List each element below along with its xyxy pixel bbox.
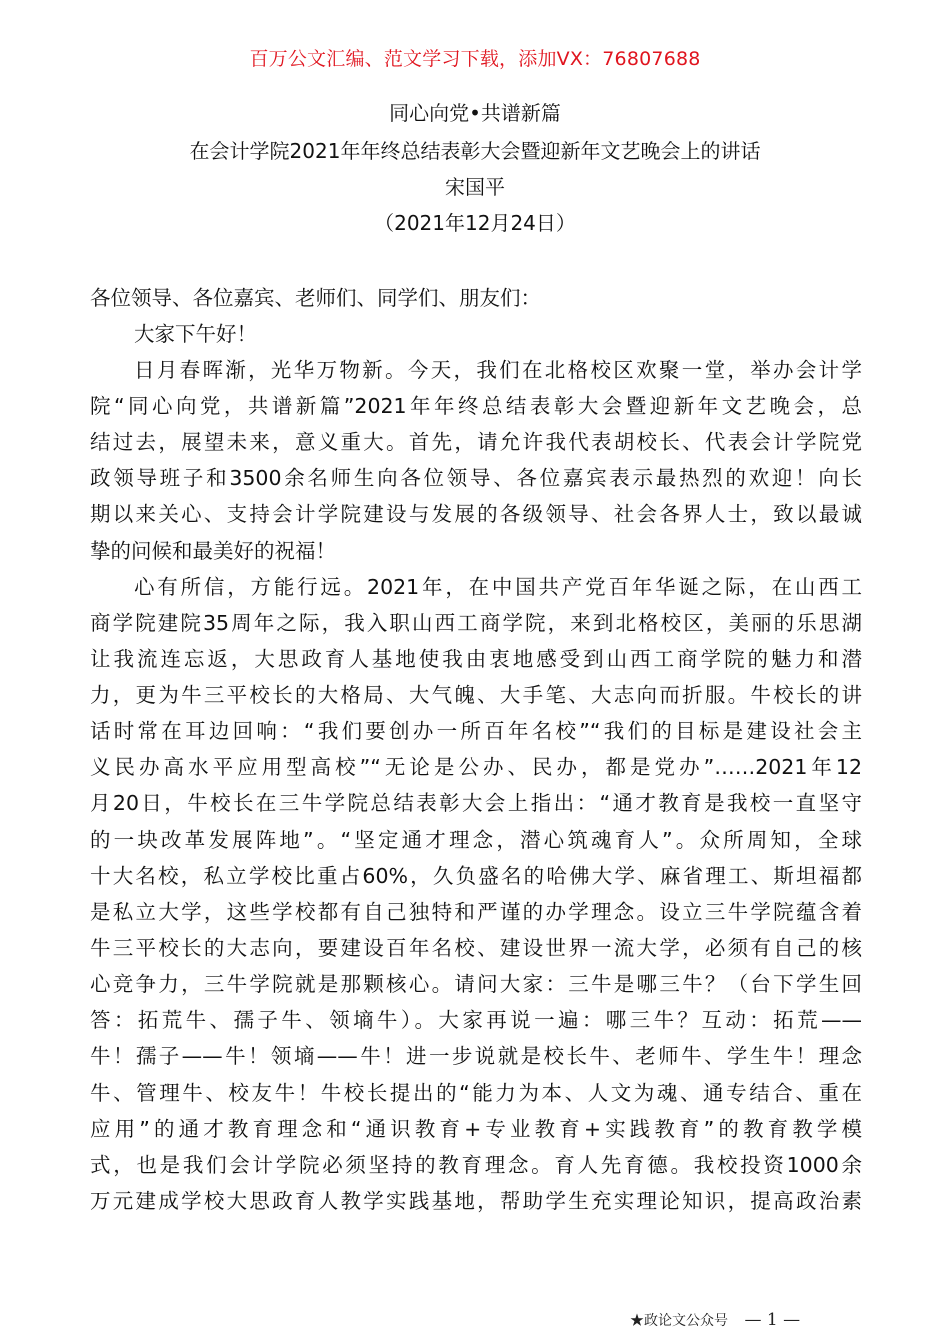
- paragraph-line: 牛、管理牛、校友牛！牛校长提出的“能力为本、人文为魂、通专结合、重在: [90, 1081, 862, 1105]
- paragraph-line: 政领导班子和3500余名师生向各位领导、各位嘉宾表示最热烈的欢迎！向长: [90, 466, 862, 490]
- paragraph-line: 式，也是我们会计学院必须坚持的教育理念。育人先育德。我校投资1000余: [90, 1153, 862, 1177]
- paragraph-line: 十大名校，私立学校比重占60%，久负盛名的哈佛大学、麻省理工、斯坦福都: [90, 864, 862, 888]
- paragraph-line: 期以来关心、支持会计学院建设与发展的各级领导、社会各界人士，致以最诚: [90, 502, 862, 526]
- paragraph-line: 答：拓荒牛、孺子牛、领墒牛）。大家再说一遍：哪三牛？互动：拓荒——: [90, 1008, 862, 1032]
- paragraph-line: 月20日，牛校长在三牛学院总结表彰大会上指出：“通才教育是我校一直坚守: [90, 791, 862, 815]
- page-number: — 1 —: [744, 1310, 801, 1330]
- greeting: 大家下午好！: [134, 322, 257, 346]
- paragraph-line: 院“同心向党，共谱新篇”2021年年终总结表彰大会暨迎新年文艺晚会，总: [90, 394, 862, 418]
- document-date: （2021年12月24日）: [374, 211, 576, 235]
- paragraph-line: 义民办高水平应用型高校”“无论是公办、民办，都是党办”……2021年12: [90, 755, 862, 779]
- paragraph-line: 心竞争力，三牛学院就是那颗核心。请问大家：三牛是哪三牛？（台下学生回: [90, 972, 862, 996]
- paragraph-line: 是私立大学，这些学校都有自己独特和严谨的办学理念。设立三牛学院蕴含着: [90, 900, 862, 924]
- document-subtitle: 在会计学院2021年年终总结表彰大会暨迎新年文艺晚会上的讲话: [189, 139, 761, 163]
- document-author: 宋国平: [445, 175, 505, 199]
- paragraph-line: 日月春晖渐，光华万物新。今天，我们在北格校区欢聚一堂，举办会计学: [134, 358, 862, 382]
- paragraph-line: 牛三平校长的大志向，要建设百年名校、建设世界一流大学，必须有自己的核: [90, 936, 862, 960]
- paragraph-line: 万元建成学校大思政育人教学实践基地，帮助学生充实理论知识，提高政治素: [90, 1189, 862, 1213]
- footer-source: ★政论文公众号: [630, 1313, 728, 1329]
- paragraph-line: 挚的问候和最美好的祝福！: [90, 539, 336, 563]
- paragraph-line: 商学院建院35周年之际，我入职山西工商学院，来到北格校区，美丽的乐思湖: [90, 611, 862, 635]
- salutation: 各位领导、各位嘉宾、老师们、同学们、朋友们：: [90, 286, 541, 310]
- paragraph-line: 力，更为牛三平校长的大格局、大气魄、大手笔、大志向而折服。牛校长的讲: [90, 683, 862, 707]
- paragraph-line: 结过去，展望未来，意义重大。首先，请允许我代表胡校长、代表会计学院党: [90, 430, 862, 454]
- paragraph-line: 话时常在耳边回响：“我们要创办一所百年名校”“我们的目标是建设社会主: [90, 719, 862, 743]
- paragraph-line: 应用”的通才教育理念和“通识教育+专业教育+实践教育”的教育教学模: [90, 1117, 862, 1141]
- document-title: 同心向党•共谱新篇: [389, 101, 561, 125]
- paragraph-line: 心有所信，方能行远。2021年，在中国共产党百年华诞之际，在山西工: [134, 575, 862, 599]
- page-footer: [630, 1310, 800, 1331]
- paragraph-line: 让我流连忘返，大思政育人基地使我由衷地感受到山西工商学院的魅力和潜: [90, 647, 862, 671]
- paragraph-line: 牛！孺子——牛！领墒——牛！进一步说就是校长牛、老师牛、学生牛！理念: [90, 1044, 862, 1068]
- paragraph-line: 的一块改革发展阵地”。“坚定通才理念，潜心筑魂育人”。众所周知，全球: [90, 828, 862, 852]
- watermark-banner: 百万公文汇编、范文学习下载，添加VX：76807688: [249, 48, 701, 70]
